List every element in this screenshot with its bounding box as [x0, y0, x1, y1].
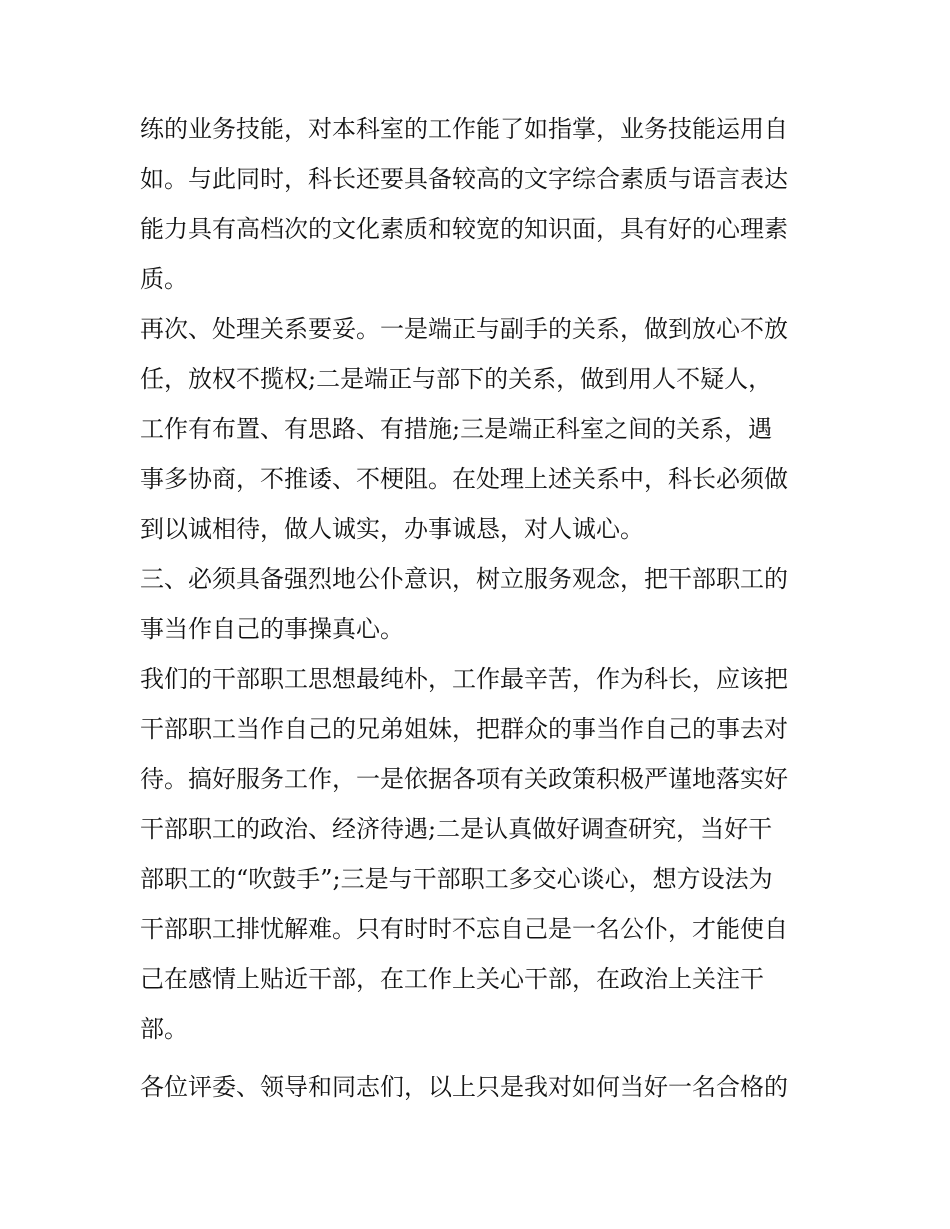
text-line-10: 三、必须具备强烈地公仆意识，树立服务观念，把干部职工的: [140, 565, 788, 593]
text-line-5: 再次、处理关系要妥。一是端正与副手的关系，做到放心不放: [140, 315, 788, 343]
text-line-9: 到以诚相待，做人诚实，办事诚恳，对人诚心。: [140, 515, 644, 543]
text-line-20: 各位评委、领导和同志们，以上只是我对如何当好一名合格的: [140, 1073, 788, 1101]
text-line-16: 部职工的“吹鼓手”;三是与干部职工多交心谈心，想方设法为: [140, 865, 773, 893]
text-line-12: 我们的干部职工思想最纯朴，工作最辛苦，作为科长，应该把: [140, 665, 788, 693]
text-line-3: 能力具有高档次的文化素质和较宽的知识面，具有好的心理素: [140, 215, 788, 243]
text-line-7: 工作有布置、有思路、有措施;三是端正科室之间的关系，遇: [140, 415, 773, 443]
text-line-15: 干部职工的政治、经济待遇;二是认真做好调查研究，当好干: [140, 815, 773, 843]
text-line-1: 练的业务技能，对本科室的工作能了如指掌，业务技能运用自: [140, 115, 788, 143]
text-line-18: 己在感情上贴近干部，在工作上关心干部，在政治上关注干: [140, 965, 764, 993]
text-line-13: 干部职工当作自己的兄弟姐妹，把群众的事当作自己的事去对: [140, 715, 788, 743]
text-line-2: 如。与此同时，科长还要具备较高的文字综合素质与语言表达: [140, 165, 788, 193]
text-line-4: 质。: [140, 265, 188, 293]
text-line-6: 任，放权不揽权;二是端正与部下的关系，做到用人不疑人，: [140, 365, 773, 393]
text-line-14: 待。搞好服务工作，一是依据各项有关政策积极严谨地落实好: [140, 765, 788, 793]
text-line-19: 部。: [140, 1015, 188, 1043]
text-line-17: 干部职工排忧解难。只有时时不忘自己是一名公仆，才能使自: [140, 915, 788, 943]
text-line-8: 事多协商，不推诿、不梗阻。在处理上述关系中，科长必须做: [140, 465, 788, 493]
text-line-11: 事当作自己的事操真心。: [140, 615, 404, 643]
